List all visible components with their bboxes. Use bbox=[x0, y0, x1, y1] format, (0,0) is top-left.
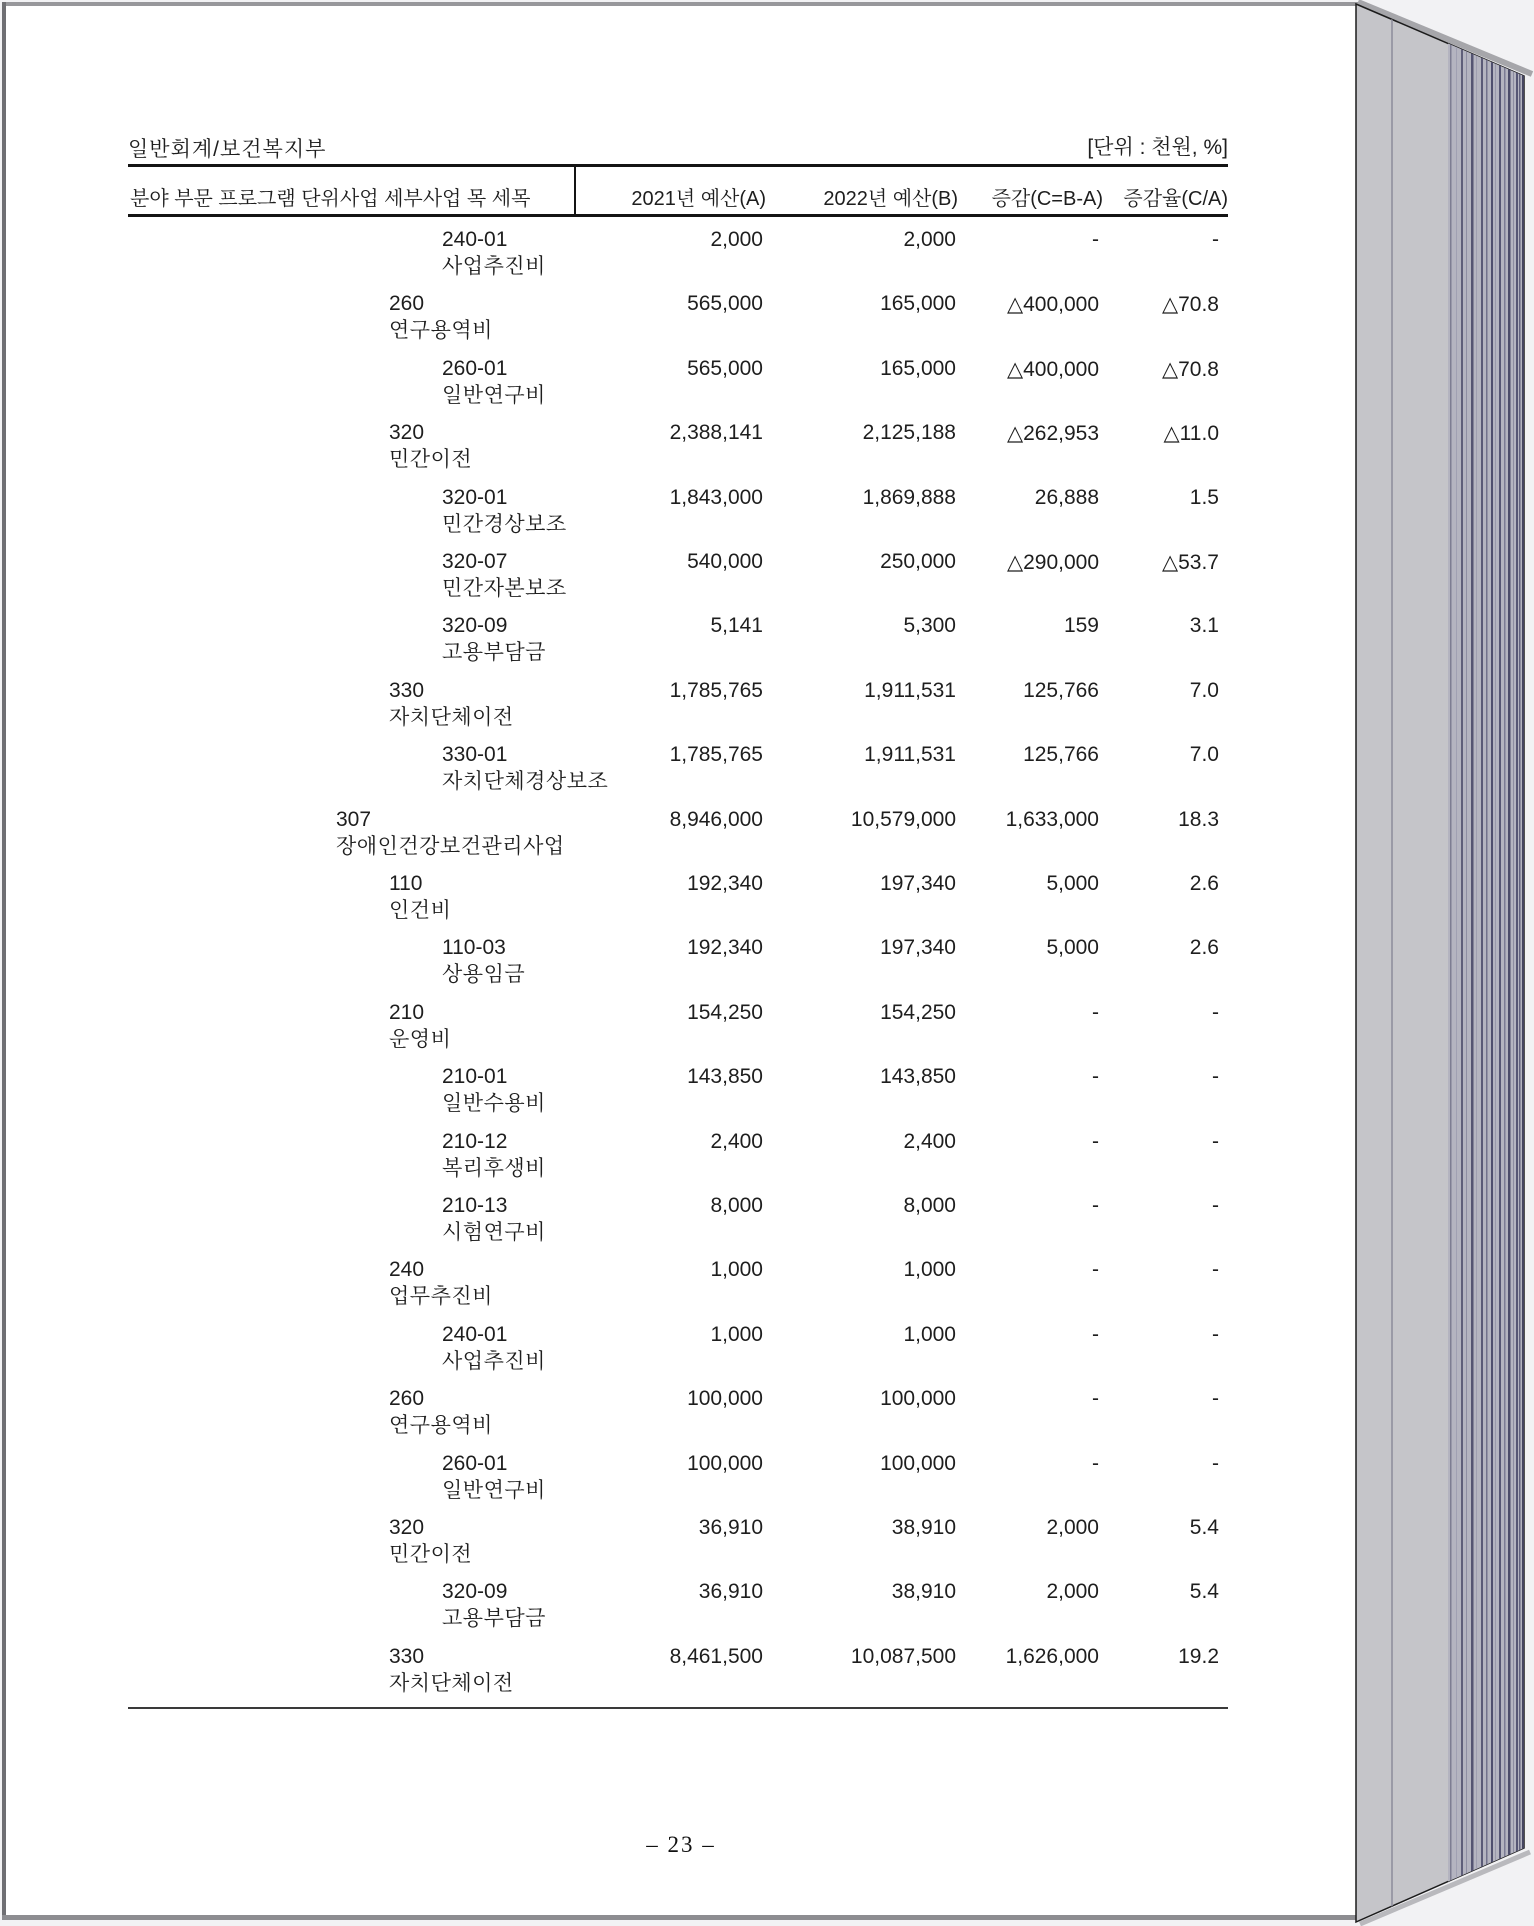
item-code: 240 bbox=[389, 1258, 425, 1282]
cell-change: - bbox=[1092, 1451, 1099, 1475]
cell-budget-2021: 8,946,000 bbox=[669, 807, 763, 831]
item-code: 110 bbox=[389, 872, 423, 895]
item-code: 320-09 bbox=[442, 1580, 508, 1604]
cell-budget-2022: 154,250 bbox=[880, 1000, 956, 1024]
cell-change: - bbox=[1092, 1387, 1099, 1411]
item-code: 330 bbox=[389, 1644, 425, 1668]
item-name: 업무추진비 bbox=[389, 1285, 493, 1309]
cell-change: - bbox=[1092, 1258, 1099, 1282]
table-row bbox=[6, 1065, 1356, 1129]
unit-label: [단위 : 천원, %] bbox=[1087, 136, 1228, 159]
cell-change: 1,626,000 bbox=[1005, 1644, 1099, 1668]
item-code: 330-01 bbox=[442, 743, 508, 767]
cell-change-rate: - bbox=[1212, 228, 1219, 251]
cell-budget-2021: 100,000 bbox=[687, 1387, 763, 1411]
cell-change: △400,000 bbox=[1006, 293, 1099, 317]
item-code: 330 bbox=[389, 678, 425, 702]
item-name: 일반연구비 bbox=[442, 1478, 546, 1502]
column-header-item: 분야 부문 프로그램 단위사업 세부사업 목 세목 bbox=[130, 188, 531, 210]
cell-change-rate: - bbox=[1212, 1451, 1219, 1475]
cell-change: 159 bbox=[1063, 614, 1099, 638]
cell-change-rate: 19.2 bbox=[1178, 1644, 1219, 1668]
item-code: 210-12 bbox=[442, 1129, 508, 1153]
item-code: 240-01 bbox=[442, 228, 508, 251]
table-row bbox=[6, 1516, 1356, 1580]
item-name: 민간이전 bbox=[389, 448, 473, 472]
item-code: 210-01 bbox=[442, 1065, 508, 1089]
cell-budget-2021: 2,388,141 bbox=[669, 421, 763, 445]
item-name: 자치단체이전 bbox=[389, 1671, 514, 1695]
cell-budget-2022: 10,087,500 bbox=[850, 1644, 956, 1668]
cell-budget-2022: 143,850 bbox=[880, 1065, 956, 1089]
cell-change: - bbox=[1092, 1000, 1099, 1024]
item-code: 260 bbox=[389, 1387, 425, 1411]
item-code: 320-01 bbox=[442, 485, 508, 509]
account-label: 일반회계/보건복지부 bbox=[128, 138, 327, 161]
cell-change: 1,633,000 bbox=[1005, 807, 1099, 831]
cell-budget-2022: 38,910 bbox=[891, 1580, 956, 1604]
cell-budget-2022: 1,911,531 bbox=[864, 678, 956, 702]
table-row bbox=[6, 743, 1356, 807]
item-name: 상용임금 bbox=[442, 963, 526, 987]
table-row bbox=[6, 679, 1356, 743]
cell-budget-2021: 540,000 bbox=[687, 550, 763, 573]
cell-budget-2022: 100,000 bbox=[880, 1451, 956, 1475]
cell-budget-2022: 2,000 bbox=[903, 228, 956, 251]
cell-change-rate: △70.8 bbox=[1161, 293, 1219, 317]
cell-budget-2022: 38,910 bbox=[891, 1516, 956, 1539]
cell-change: - bbox=[1092, 1065, 1099, 1089]
header-bottom-rule bbox=[128, 214, 1228, 217]
item-name: 장애인건강보건관리사업 bbox=[336, 834, 565, 858]
cell-budget-2022: 1,000 bbox=[903, 1322, 956, 1346]
cell-budget-2022: 250,000 bbox=[880, 550, 956, 573]
item-name: 인건비 bbox=[389, 899, 452, 922]
cell-change-rate: 5.4 bbox=[1189, 1580, 1219, 1604]
table-row bbox=[6, 421, 1356, 485]
cell-change-rate: - bbox=[1212, 1387, 1219, 1411]
cell-change-rate: △53.7 bbox=[1161, 551, 1219, 574]
cell-budget-2022: 197,340 bbox=[880, 872, 956, 895]
cell-change: 5,000 bbox=[1046, 936, 1099, 960]
table-row bbox=[6, 1130, 1356, 1194]
item-name: 자치단체경상보조 bbox=[442, 770, 609, 794]
item-code: 260 bbox=[389, 292, 425, 316]
page-content bbox=[6, 6, 1356, 1920]
cell-budget-2021: 8,461,500 bbox=[669, 1644, 763, 1668]
item-name: 민간이전 bbox=[389, 1543, 473, 1566]
cell-change-rate: - bbox=[1212, 1065, 1219, 1089]
header-column-divider bbox=[574, 164, 576, 217]
cell-change-rate: 2.6 bbox=[1189, 936, 1219, 960]
cell-change: 5,000 bbox=[1046, 872, 1099, 895]
table-top-rule bbox=[128, 164, 1228, 167]
table-row bbox=[6, 1387, 1356, 1451]
item-name: 고용부담금 bbox=[442, 641, 546, 665]
cell-budget-2021: 1,843,000 bbox=[669, 485, 763, 509]
cell-change: 125,766 bbox=[1023, 678, 1099, 702]
item-code: 210-13 bbox=[442, 1194, 508, 1217]
item-name: 연구용역비 bbox=[389, 319, 493, 343]
table-row bbox=[6, 1645, 1356, 1709]
cell-budget-2021: 100,000 bbox=[687, 1451, 763, 1475]
cell-change: 125,766 bbox=[1023, 743, 1099, 767]
cell-change-rate: 3.1 bbox=[1189, 614, 1219, 638]
table-row bbox=[6, 872, 1356, 936]
item-name: 고용부담금 bbox=[442, 1607, 546, 1631]
cell-change: - bbox=[1092, 1194, 1099, 1217]
cell-change-rate: 7.0 bbox=[1189, 678, 1219, 702]
cell-change-rate: 1.5 bbox=[1189, 485, 1219, 509]
cell-change-rate: △11.0 bbox=[1163, 422, 1219, 446]
cell-budget-2021: 192,340 bbox=[687, 936, 763, 960]
cell-change-rate: 7.0 bbox=[1189, 743, 1219, 767]
cell-change: 26,888 bbox=[1034, 485, 1099, 509]
cell-change: △290,000 bbox=[1006, 551, 1099, 574]
cell-budget-2021: 1,000 bbox=[710, 1322, 763, 1346]
cell-budget-2021: 192,340 bbox=[687, 872, 763, 895]
cell-budget-2021: 1,000 bbox=[710, 1258, 763, 1282]
item-name: 사업추진비 bbox=[442, 1349, 546, 1373]
table-row bbox=[6, 228, 1356, 292]
cell-budget-2021: 2,400 bbox=[710, 1129, 763, 1153]
table-row bbox=[6, 1323, 1356, 1387]
cell-budget-2022: 8,000 bbox=[903, 1194, 956, 1217]
item-name: 운영비 bbox=[389, 1027, 452, 1051]
cell-change-rate: - bbox=[1212, 1258, 1219, 1282]
cell-budget-2022: 2,400 bbox=[903, 1129, 956, 1153]
table-bottom-rule bbox=[128, 1707, 1228, 1709]
item-code: 240-01 bbox=[442, 1322, 508, 1346]
table-row bbox=[6, 292, 1356, 356]
item-code: 260-01 bbox=[442, 1451, 508, 1475]
cell-budget-2021: 143,850 bbox=[687, 1065, 763, 1089]
cell-budget-2021: 154,250 bbox=[687, 1000, 763, 1024]
cell-budget-2021: 1,785,765 bbox=[669, 678, 763, 702]
item-name: 복리후생비 bbox=[442, 1156, 546, 1180]
cell-budget-2021: 565,000 bbox=[687, 292, 763, 316]
item-name: 민간자본보조 bbox=[442, 577, 567, 600]
cell-budget-2022: 165,000 bbox=[880, 292, 956, 316]
table-row bbox=[6, 1194, 1356, 1258]
cell-change: - bbox=[1092, 1129, 1099, 1153]
cell-budget-2022: 1,000 bbox=[903, 1258, 956, 1282]
item-code: 110-03 bbox=[442, 936, 506, 960]
item-name: 시험연구비 bbox=[442, 1221, 546, 1244]
item-name: 사업추진비 bbox=[442, 255, 546, 278]
cell-budget-2022: 10,579,000 bbox=[850, 807, 956, 831]
table-row bbox=[6, 1580, 1356, 1644]
cell-change-rate: 18.3 bbox=[1178, 807, 1219, 831]
table-row bbox=[6, 1258, 1356, 1322]
item-code: 320-09 bbox=[442, 614, 508, 638]
cell-budget-2021: 1,785,765 bbox=[669, 743, 763, 767]
page-number: – 23 – bbox=[646, 1832, 716, 1857]
cell-change-rate: - bbox=[1212, 1129, 1219, 1153]
item-name: 자치단체이전 bbox=[389, 705, 514, 729]
cell-change-rate: 5.4 bbox=[1189, 1516, 1219, 1539]
table-row bbox=[6, 357, 1356, 421]
column-header-budget-2021: 2021년 예산(A) bbox=[631, 188, 766, 210]
item-code: 260-01 bbox=[442, 356, 508, 380]
cell-budget-2022: 1,911,531 bbox=[864, 743, 956, 767]
cell-budget-2022: 5,300 bbox=[903, 614, 956, 638]
cell-budget-2021: 2,000 bbox=[710, 228, 763, 251]
cell-budget-2022: 100,000 bbox=[880, 1387, 956, 1411]
item-code: 307 bbox=[336, 807, 372, 831]
column-header-change-rate: 증감율(C/A) bbox=[1123, 188, 1228, 210]
cell-budget-2022: 2,125,188 bbox=[862, 421, 956, 445]
cell-change-rate: △70.8 bbox=[1161, 357, 1219, 381]
cell-change: - bbox=[1092, 228, 1099, 251]
item-name: 민간경상보조 bbox=[442, 512, 567, 536]
cell-change-rate: - bbox=[1212, 1322, 1219, 1346]
table-row bbox=[6, 1001, 1356, 1065]
cell-budget-2022: 1,869,888 bbox=[862, 485, 956, 509]
cell-change: - bbox=[1092, 1322, 1099, 1346]
table-row bbox=[6, 1452, 1356, 1516]
cell-budget-2021: 5,141 bbox=[710, 614, 763, 638]
item-code: 320 bbox=[389, 421, 425, 445]
table-row bbox=[6, 614, 1356, 678]
item-code: 320-07 bbox=[442, 550, 508, 573]
cell-change-rate: 2.6 bbox=[1189, 872, 1219, 895]
cell-budget-2021: 8,000 bbox=[710, 1194, 763, 1217]
table-row bbox=[6, 808, 1356, 872]
cell-change: △400,000 bbox=[1006, 357, 1099, 381]
cell-budget-2021: 565,000 bbox=[687, 356, 763, 380]
item-name: 연구용역비 bbox=[389, 1414, 493, 1438]
item-name: 일반연구비 bbox=[442, 383, 546, 407]
cell-budget-2021: 36,910 bbox=[698, 1516, 763, 1539]
cell-budget-2022: 197,340 bbox=[880, 936, 956, 960]
cell-change-rate: - bbox=[1212, 1194, 1219, 1217]
item-code: 320 bbox=[389, 1516, 425, 1539]
column-header-budget-2022: 2022년 예산(B) bbox=[823, 188, 958, 210]
cell-budget-2022: 165,000 bbox=[880, 356, 956, 380]
cell-budget-2021: 36,910 bbox=[698, 1580, 763, 1604]
item-name: 일반수용비 bbox=[442, 1092, 546, 1116]
cell-change-rate: - bbox=[1212, 1000, 1219, 1024]
item-code: 210 bbox=[389, 1000, 425, 1024]
table-row bbox=[6, 550, 1356, 614]
column-header-change: 증감(C=B-A) bbox=[991, 188, 1103, 210]
cell-change: △262,953 bbox=[1006, 422, 1099, 446]
table-row bbox=[6, 936, 1356, 1000]
cell-change: 2,000 bbox=[1046, 1580, 1099, 1604]
cell-change: 2,000 bbox=[1046, 1516, 1099, 1539]
table-row bbox=[6, 486, 1356, 550]
